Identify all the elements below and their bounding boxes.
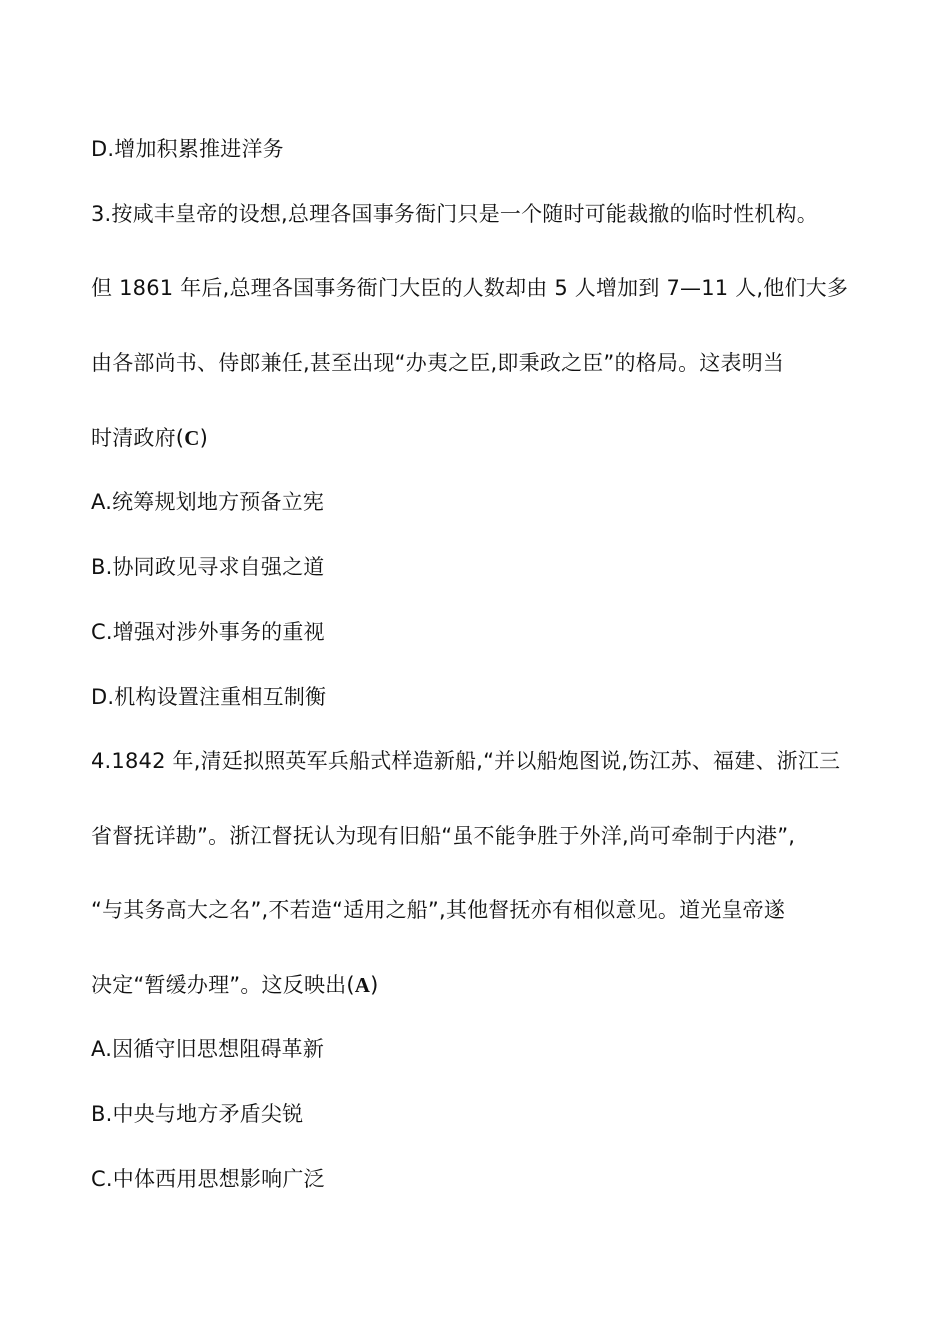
q3-stem-line-3: 由各部尚书、侍郎兼任,甚至出现“办夷之臣,即秉政之臣”的格局。这表明当 [91,351,785,375]
q3-stem-line-4 [91,424,208,452]
q3-answer: C [184,426,200,450]
q4-answer: A [354,973,371,997]
q3-option-d: D.机构设置注重相互制衡 [91,685,327,709]
q4-stem-line-4 [91,971,379,999]
q3-option-c: C.增强对涉外事务的重视 [91,620,325,644]
q4-stem-line-2: 省督抚详勘”。浙江督抚认为现有旧船“虽不能争胜于外洋,尚可牵制于内港”, [91,824,796,848]
q4-option-b: B.中央与地方矛盾尖锐 [91,1102,304,1126]
q4-option-c: C.中体西用思想影响广泛 [91,1167,325,1191]
q3-option-a: A.统筹规划地方预备立宪 [91,490,325,514]
q3-stem-line-2: 但 1861 年后,总理各国事务衙门大臣的人数却由 5 人增加到 7—11 人,他们大多 [91,276,849,300]
q4-option-a: A.因循守旧思想阻碍革新 [91,1037,325,1061]
document-page [91,0,881,1344]
q3-stem-text: 时清政府( [91,426,185,450]
q4-close-paren: ) [370,973,379,997]
q4-stem-line-3: “与其务高大之名”,不若造“适用之船”,其他督抚亦有相似意见。道光皇帝遂 [91,898,786,922]
q3-close-paren: ) [199,426,208,450]
q3-option-b: B.协同政见寻求自强之道 [91,555,325,579]
q4-stem-line-1: 4.1842 年,清廷拟照英军兵船式样造新船,“并以船炮图说,饬江苏、福建、浙江三 [91,749,841,773]
q2-option-d: D.增加积累推进洋务 [91,137,284,161]
q3-stem-line-1: 3.按咸丰皇帝的设想,总理各国事务衙门只是一个随时可能裁撤的临时性机构。 [91,202,818,226]
q4-stem-text: 决定“暂缓办理”。这反映出( [91,973,355,997]
